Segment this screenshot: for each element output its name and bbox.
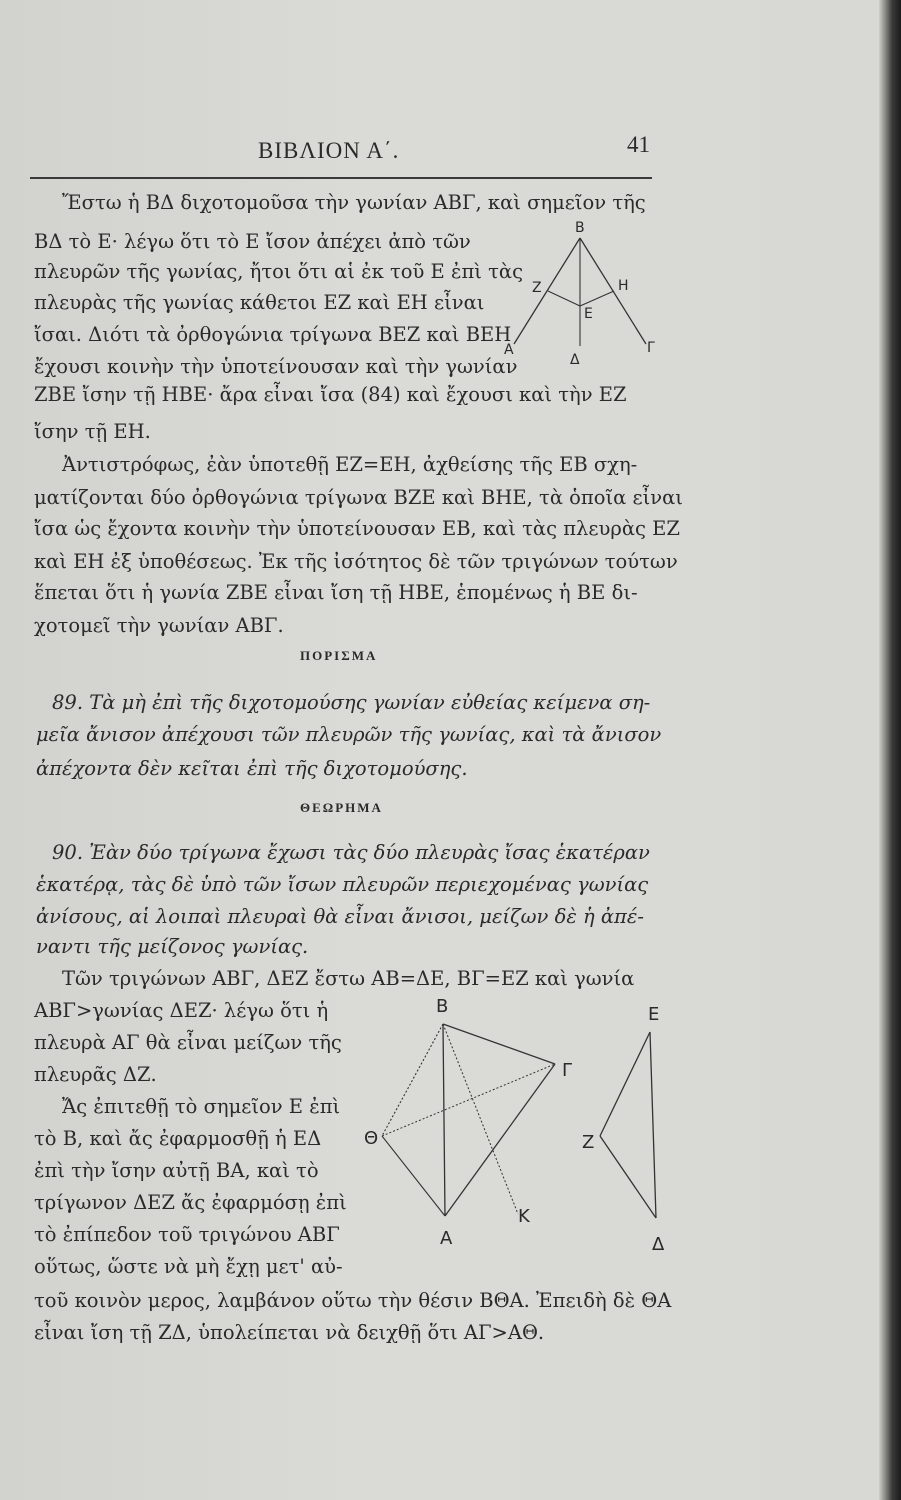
porisma-line: ἀπέχοντα δὲν κεῖται ἐπὶ τῆς διχοτομούσης.: [36, 757, 468, 780]
proof-line: τρίγωνον ΔΕΖ ἄς ἐφαρμόσῃ ἐπὶ: [34, 1191, 347, 1214]
figure-line-ez: [548, 291, 580, 306]
theorema-line: ἀνίσους, αἱ λοιπαὶ πλευραὶ θὰ εἶναι ἄνισοι, μείζων δὲ ἡ ἀπέ-: [36, 905, 644, 928]
fig2-line-bth: [382, 1024, 443, 1136]
figure-two-triangles: [360, 996, 700, 1276]
porisma-line: μεῖα ἄνισον ἀπέχουσι τῶν πλευρῶν τῆς γωνίας, καὶ τὰ ἄνισον: [36, 723, 662, 746]
theorema-line: ἑκατέρᾳ, τὰς δὲ ὑπὸ τῶν ἴσων πλευρῶν περιεχομένας γωνίας: [36, 873, 649, 896]
text-line: καὶ ΕΗ ἐξ ὑποθέσεως. Ἐκ τῆς ἰσότητος δὲ τῶν τριγώνων τούτων: [34, 550, 678, 573]
fig2-line-tha: [382, 1136, 445, 1216]
text-line: ἕπεται ὅτι ἡ γωνία ΖΒΕ εἶναι ἴση τῇ ΗΒΕ, ἑπομένως ἡ ΒΕ δι-: [34, 581, 638, 604]
fig1-label-z: Ζ: [532, 280, 542, 296]
text-line: ἴσην τῇ ΕΗ.: [34, 420, 151, 443]
page-number: 41: [627, 132, 650, 157]
fig2-line-ez: [600, 1032, 650, 1136]
proof-line: τοῦ κοινὸν μερος, λαμβάνον οὕτω τὴν θέσιν ΒΘΑ. Ἐπειδὴ δὲ ΘΑ: [34, 1289, 672, 1312]
fig1-label-e: Ε: [584, 306, 593, 322]
fig2-label-th: Θ: [364, 1128, 379, 1149]
fig2-label-a: Α: [440, 1228, 453, 1249]
theorema-line: 90. Ἐὰν δύο τρίγωνα ἔχωσι τὰς δύο πλευρὰς ἴσας ἑκατέραν: [52, 841, 650, 864]
fig2-label-g: Γ: [562, 1060, 573, 1081]
running-title: ΒΙΒΛΙΟΝ Α΄.: [258, 138, 400, 163]
text-line: ἴσαι. Διότι τὰ ὀρθογώνια τρίγωνα ΒΕΖ καὶ ΒΕΗ: [34, 323, 512, 346]
text-line: ματίζονται δύο ὀρθογώνια τρίγωνα ΒΖΕ καὶ ΒΗΕ, τὰ ὁποῖα εἶναι: [34, 486, 683, 509]
proof-line: πλευρὰ ΑΓ θὰ εἶναι μείζων τῆς: [34, 1031, 342, 1054]
page-header: [30, 132, 650, 178]
text-line: ΒΔ τὸ Ε· λέγω ὅτι τὸ Ε ἴσον ἀπέχει ἀπὸ τῶν: [34, 230, 471, 253]
heading-theorema: ΘΕΩΡΗΜΑ: [300, 800, 383, 815]
text-line: ΖΒΕ ἴσην τῇ ΗΒΕ· ἄρα εἶναι ἴσα (84) καὶ ἔχουσι καὶ τὴν ΕΖ: [34, 383, 627, 406]
fig2-line-bk: [443, 1024, 518, 1214]
proof-line: Τῶν τριγώνων ΑΒΓ, ΔΕΖ ἔστω ΑΒ=ΔΕ, ΒΓ=ΕΖ καὶ γωνία: [62, 967, 635, 990]
fig2-label-b: Β: [436, 996, 449, 1017]
figure-line-eh: [580, 291, 614, 306]
proof-line: πλευρᾶς ΔΖ.: [34, 1063, 157, 1086]
fig1-label-d: Δ: [570, 352, 580, 368]
fig1-label-h: Η: [618, 278, 629, 294]
header-rule: [30, 177, 652, 179]
text-line: Ἀντιστρόφως, ἐὰν ὑποτεθῇ ΕΖ=ΕΗ, ἀχθείσης τῆς ΕΒ σχη-: [62, 453, 638, 476]
heading-porisma: ΠΟΡΙΣΜΑ: [300, 648, 378, 663]
text-line: Ἔστω ἡ ΒΔ διχοτομοῦσα τὴν γωνίαν ΑΒΓ, καὶ σημεῖον τῆς: [62, 191, 646, 214]
fig2-line-zd: [600, 1136, 656, 1218]
text-line: ἔχουσι κοινὴν τὴν ὑποτείνουσαν καὶ τὴν γωνίαν: [34, 355, 518, 378]
text-line: πλευρὰς τῆς γωνίας κάθετοι ΕΖ καὶ ΕΗ εἶναι: [34, 291, 485, 314]
fig1-label-g: Γ: [647, 340, 655, 356]
porisma-line: 89. Τὰ μὴ ἐπὶ τῆς διχοτομούσης γωνίαν εὐθείας κείμενα ση-: [52, 691, 651, 714]
proof-line: οὕτως, ὥστε νὰ μὴ ἔχῃ μετ' αὐ-: [34, 1255, 343, 1278]
page-edge-shadow: [879, 0, 901, 1500]
proof-line: ἐπὶ τὴν ἴσην αὐτῇ ΒΑ, καὶ τὸ: [34, 1159, 319, 1182]
proof-line: τὸ ἐπίπεδον τοῦ τριγώνου ΑΒΓ: [34, 1223, 340, 1246]
fig1-label-b: Β: [575, 220, 585, 236]
fig2-label-k: Κ: [518, 1206, 530, 1227]
fig2-label-e: Ε: [648, 1004, 660, 1025]
fig1-label-a: Α: [504, 342, 514, 358]
figure-line-ba: [514, 238, 580, 344]
text-line: ἴσα ὡς ἔχοντα κοινὴν τὴν ὑποτείνουσαν ΕΒ, καὶ τὰς πλευρὰς ΕΖ: [34, 517, 680, 540]
fig2-line-bg: [443, 1024, 555, 1064]
figure-angle-bisector: [504, 218, 664, 368]
text-line: χοτομεῖ τὴν γωνίαν ΑΒΓ.: [34, 614, 284, 637]
proof-line: Ἄς ἐπιτεθῇ τὸ σημεῖον Ε ἐπὶ: [62, 1095, 341, 1118]
proof-line: εἶναι ἴση τῇ ΖΔ, ὑπολείπεται νὰ δειχθῇ ὅτι ΑΓ>ΑΘ.: [34, 1321, 545, 1344]
text-line: πλευρῶν τῆς γωνίας, ἤτοι ὅτι αἱ ἐκ τοῦ Ε ἐπὶ τὰς: [34, 260, 523, 283]
proof-line: τὸ Β, καὶ ἄς ἐφαρμοσθῇ ἡ ΕΔ: [34, 1127, 322, 1150]
theorema-line: ναντι τῆς μείζονος γωνίας.: [36, 935, 309, 958]
fig2-line-ba: [443, 1024, 445, 1216]
fig2-line-ed: [650, 1032, 656, 1218]
fig2-label-d: Δ: [652, 1234, 665, 1255]
fig2-line-ga: [445, 1064, 555, 1216]
proof-line: ΑΒΓ>γωνίας ΔΕΖ· λέγω ὅτι ἡ: [34, 999, 329, 1022]
fig2-label-z: Ζ: [582, 1132, 595, 1153]
